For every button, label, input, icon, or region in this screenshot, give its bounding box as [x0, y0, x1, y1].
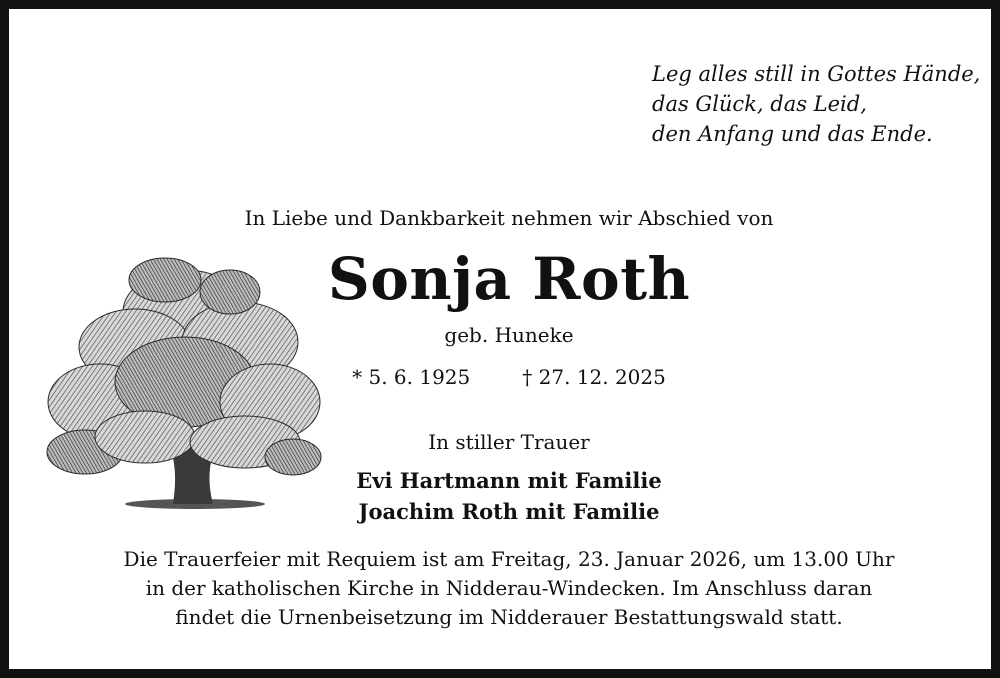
ceremony-line: Die Trauerfeier mit Requiem ist am Freitag, 23. Januar 2026, um 13.00 Uhr	[123, 547, 895, 571]
mourner-family: Evi Hartmann mit Familie	[356, 468, 662, 493]
poem-line: das Glück, das Leid,	[652, 92, 867, 116]
ceremony-line: in der katholischen Kirche in Nidderau-Windecken. Im Anschluss daran	[145, 576, 873, 600]
intro-text: In Liebe und Dankbarkeit nehmen wir Abschied von	[244, 206, 774, 230]
birth-date: * 5. 6. 1925	[352, 365, 471, 389]
birth-name: geb. Huneke	[444, 323, 574, 347]
deceased-name: Sonja Roth	[327, 245, 691, 313]
poem-line: Leg alles still in Gottes Hände,	[652, 62, 981, 86]
death-date: † 27. 12. 2025	[522, 365, 666, 389]
mourners-intro: In stiller Trauer	[428, 430, 590, 454]
ceremony-line: findet die Urnenbeisetzung im Nidderauer Bestattungswald statt.	[175, 605, 843, 629]
ceremony-info	[9, 545, 1000, 632]
mourner-family: Joachim Roth mit Familie	[358, 499, 660, 524]
life-dates	[9, 364, 1000, 390]
mourners-list	[9, 465, 1000, 527]
poem	[652, 59, 980, 149]
poem-line: den Anfang und das Ende.	[652, 122, 933, 146]
